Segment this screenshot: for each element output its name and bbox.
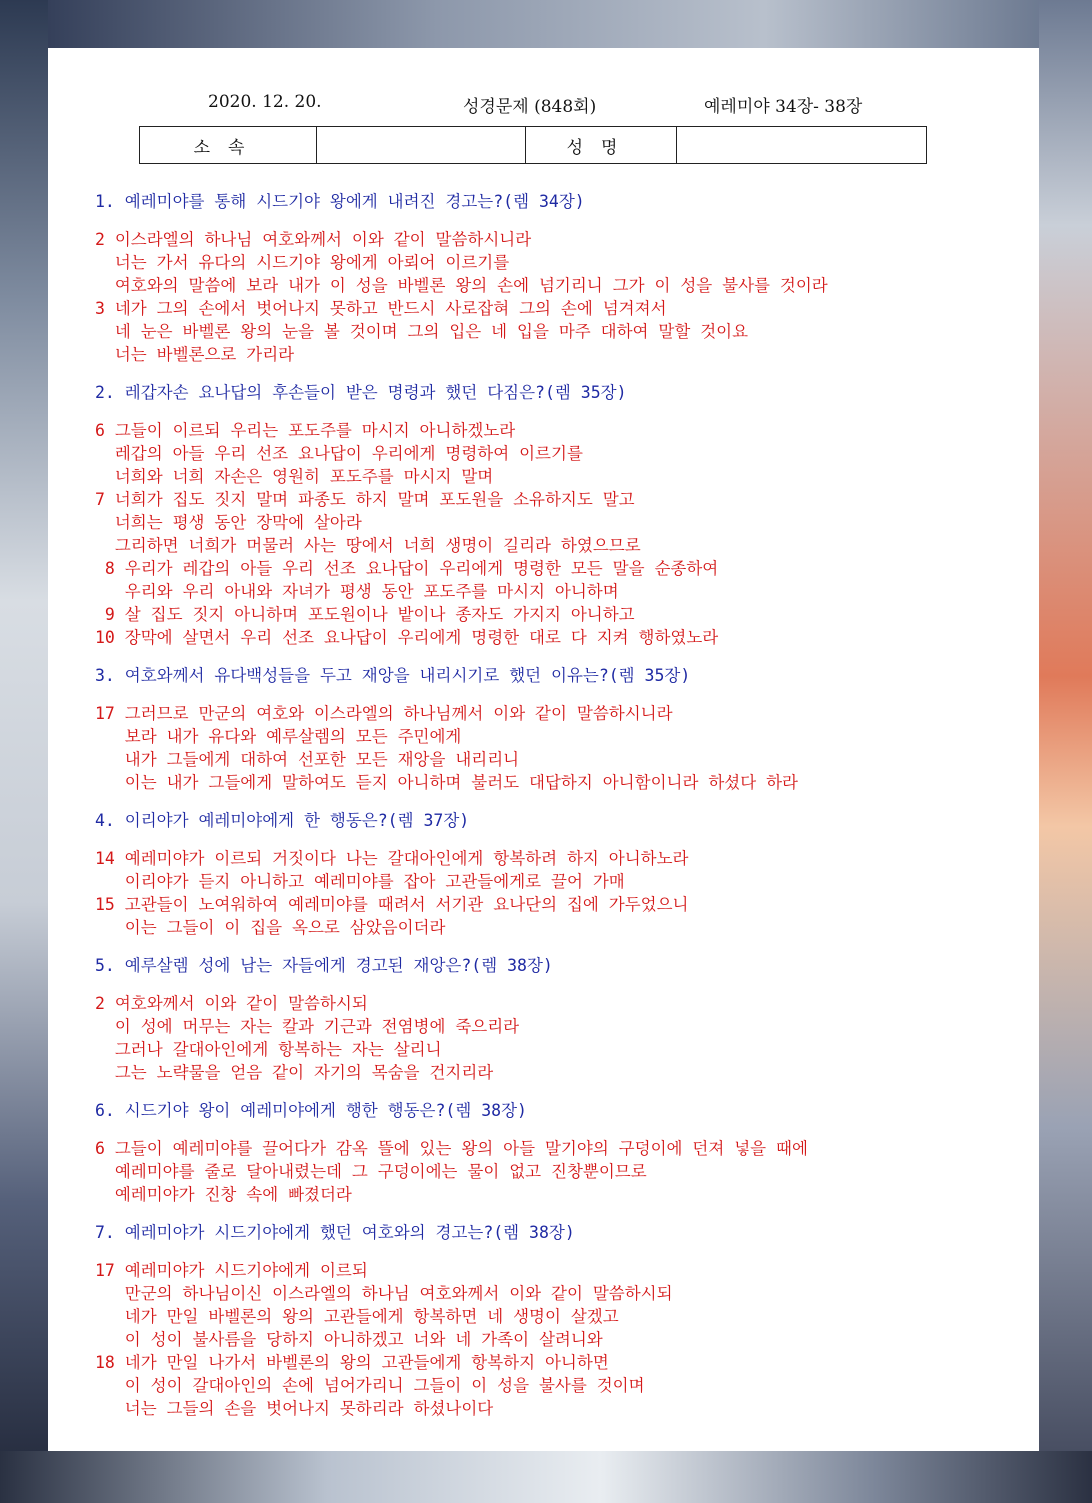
name-label: 성명 — [526, 127, 677, 164]
answer-line: 이 성이 갈대아인의 손에 넘어가리니 그들이 이 성을 불사를 것이며 — [95, 1376, 645, 1395]
answer-line: 너는 바벨론으로 가리라 — [95, 345, 295, 364]
answer-line: 만군의 하나님이신 이스라엘의 하나님 여호와께서 이와 같이 말씀하시되 — [95, 1284, 673, 1303]
answer-block — [95, 1259, 995, 1420]
answer-block — [95, 1137, 995, 1206]
answer-block — [95, 419, 995, 649]
answer-line: 너희는 평생 동안 장막에 살아라 — [95, 513, 362, 532]
answer-line: 네 눈은 바벨론 왕의 눈을 볼 것이며 그의 입은 네 입을 마주 대하여 말할 것이요 — [95, 322, 749, 341]
answer-line: 너희와 너희 자손은 영원히 포도주를 마시지 말며 — [95, 467, 494, 486]
background-top — [0, 0, 1092, 48]
answer-line: 너는 그들의 손을 벗어나지 못하리라 하셨나이다 — [95, 1399, 494, 1418]
answer-line: 너는 가서 유다의 시드기야 왕에게 아뢰어 이르기를 — [95, 253, 510, 272]
answer-line: 그는 노략물을 얻음 같이 자기의 목숨을 건지리라 — [95, 1063, 494, 1082]
affiliation-label: 소속 — [140, 127, 317, 164]
answer-block — [95, 847, 995, 939]
header-date: 2020. 12. 20. — [208, 92, 322, 112]
answer-line: 레갑의 아들 우리 선조 요나답이 우리에게 명령하여 이르기를 — [95, 444, 583, 463]
answer-line: 네가 만일 바벨론의 왕의 고관들에게 항복하면 네 생명이 살겠고 — [95, 1307, 619, 1326]
answer-line: 10 장막에 살면서 우리 선조 요나답이 우리에게 명령한 대로 다 지켜 행하였노라 — [95, 628, 719, 647]
answer-line: 3 네가 그의 손에서 벗어나지 못하고 반드시 사로잡혀 그의 손에 넘겨져서 — [95, 299, 667, 318]
answer-line: 예레미야가 진창 속에 빠졌더라 — [95, 1185, 352, 1204]
answer-block — [95, 702, 995, 794]
answer-line: 17 그러므로 만군의 여호와 이스라엘의 하나님께서 이와 같이 말씀하시니라 — [95, 704, 673, 723]
answer-line: 이는 그들이 이 집을 옥으로 삼았음이더라 — [95, 918, 446, 937]
header-title: 성경문제 (848회) — [463, 97, 597, 117]
answer-block — [95, 228, 995, 366]
question-title: 6. 시드기야 왕이 예레미야에게 행한 행동은?(렘 38장) — [95, 1101, 527, 1120]
answer-line: 9 살 집도 짓지 아니하며 포도원이나 밭이나 종자도 가지지 아니하고 — [95, 605, 635, 624]
answer-line: 이리야가 듣지 아니하고 예레미야를 잡아 고관들에게로 끌어 가매 — [95, 872, 625, 891]
answer-line: 15 고관들이 노여워하여 예레미야를 때려서 서기관 요나단의 집에 가두었으니 — [95, 895, 689, 914]
answer-line: 17 예레미야가 시드기야에게 이르되 — [95, 1261, 368, 1280]
background-right — [1039, 0, 1092, 1503]
answer-line: 14 예레미야가 이르되 거짓이다 나는 갈대아인에게 항복하려 하지 아니하노라 — [95, 849, 689, 868]
answer-line: 그러나 갈대아인에게 항복하는 자는 살리니 — [95, 1040, 442, 1059]
answer-line: 이는 내가 그들에게 말하여도 듣지 아니하며 불러도 대답하지 아니함이니라 하셨다 하라 — [95, 773, 798, 792]
answer-line: 내가 그들에게 대하여 선포한 모든 재앙을 내리리니 — [95, 750, 520, 769]
answer-line: 우리와 우리 아내와 자녀가 평생 동안 포도주를 마시지 아니하며 — [95, 582, 619, 601]
question-title: 1. 예레미야를 통해 시드기야 왕에게 내려진 경고는?(렘 34장) — [95, 192, 585, 211]
answer-line: 2 여호와께서 이와 같이 말씀하시되 — [95, 994, 368, 1013]
worksheet-header — [0, 92, 1092, 118]
answer-line: 이 성이 불사름을 당하지 아니하겠고 너와 네 가족이 살려니와 — [95, 1330, 603, 1349]
question-title: 3. 여호와께서 유다백성들을 두고 재앙을 내리시기로 했던 이유는?(렘 35장) — [95, 666, 691, 685]
question-title: 4. 이리야가 예레미야에게 한 행동은?(렘 37장) — [95, 811, 470, 830]
answer-line: 여호와의 말씀에 보라 내가 이 성을 바벨론 왕의 손에 넘기리니 그가 이 성을 불사를 것이라 — [95, 276, 828, 295]
answer-line: 8 우리가 레갑의 아들 우리 선조 요나답이 우리에게 명령한 모든 말을 순종하여 — [95, 559, 719, 578]
header-chapter-range: 예레미야 34장- 38장 — [704, 97, 863, 117]
answer-line: 18 네가 만일 나가서 바벨론의 왕의 고관들에게 항복하지 아니하면 — [95, 1353, 609, 1372]
answer-line: 예레미야를 줄로 달아내렸는데 그 구덩이에는 물이 없고 진창뿐이므로 — [95, 1162, 647, 1181]
answer-line: 6 그들이 예레미야를 끌어다가 감옥 뜰에 있는 왕의 아들 말기야의 구덩이에 던져 넣을 때에 — [95, 1139, 808, 1158]
name-field[interactable] — [677, 127, 927, 164]
answer-line: 보라 내가 유다와 예루살렘의 모든 주민에게 — [95, 727, 462, 746]
background-bottom — [0, 1451, 1092, 1503]
answer-line: 7 너희가 집도 짓지 말며 파종도 하지 말며 포도원을 소유하지도 말고 — [95, 490, 635, 509]
info-table — [139, 126, 927, 164]
question-title: 5. 예루살렘 성에 남는 자들에게 경고된 재앙은?(렘 38장) — [95, 956, 553, 975]
answer-line: 그리하면 너희가 머물러 사는 땅에서 너희 생명이 길리라 하였으므로 — [95, 536, 641, 555]
answer-block — [95, 992, 995, 1084]
answer-line: 6 그들이 이르되 우리는 포도주를 마시지 아니하겠노라 — [95, 421, 516, 440]
background-left — [0, 0, 48, 1503]
answer-line: 이 성에 머무는 자는 칼과 기근과 전염병에 죽으리라 — [95, 1017, 520, 1036]
question-title: 2. 레갑자손 요나답의 후손들이 받은 명령과 했던 다짐은?(렘 35장) — [95, 383, 627, 402]
answer-line: 2 이스라엘의 하나님 여호와께서 이와 같이 말씀하시니라 — [95, 230, 532, 249]
affiliation-field[interactable] — [317, 127, 526, 164]
question-title: 7. 예레미야가 시드기야에게 했던 여호와의 경고는?(렘 38장) — [95, 1223, 575, 1242]
question-list — [95, 190, 995, 1435]
